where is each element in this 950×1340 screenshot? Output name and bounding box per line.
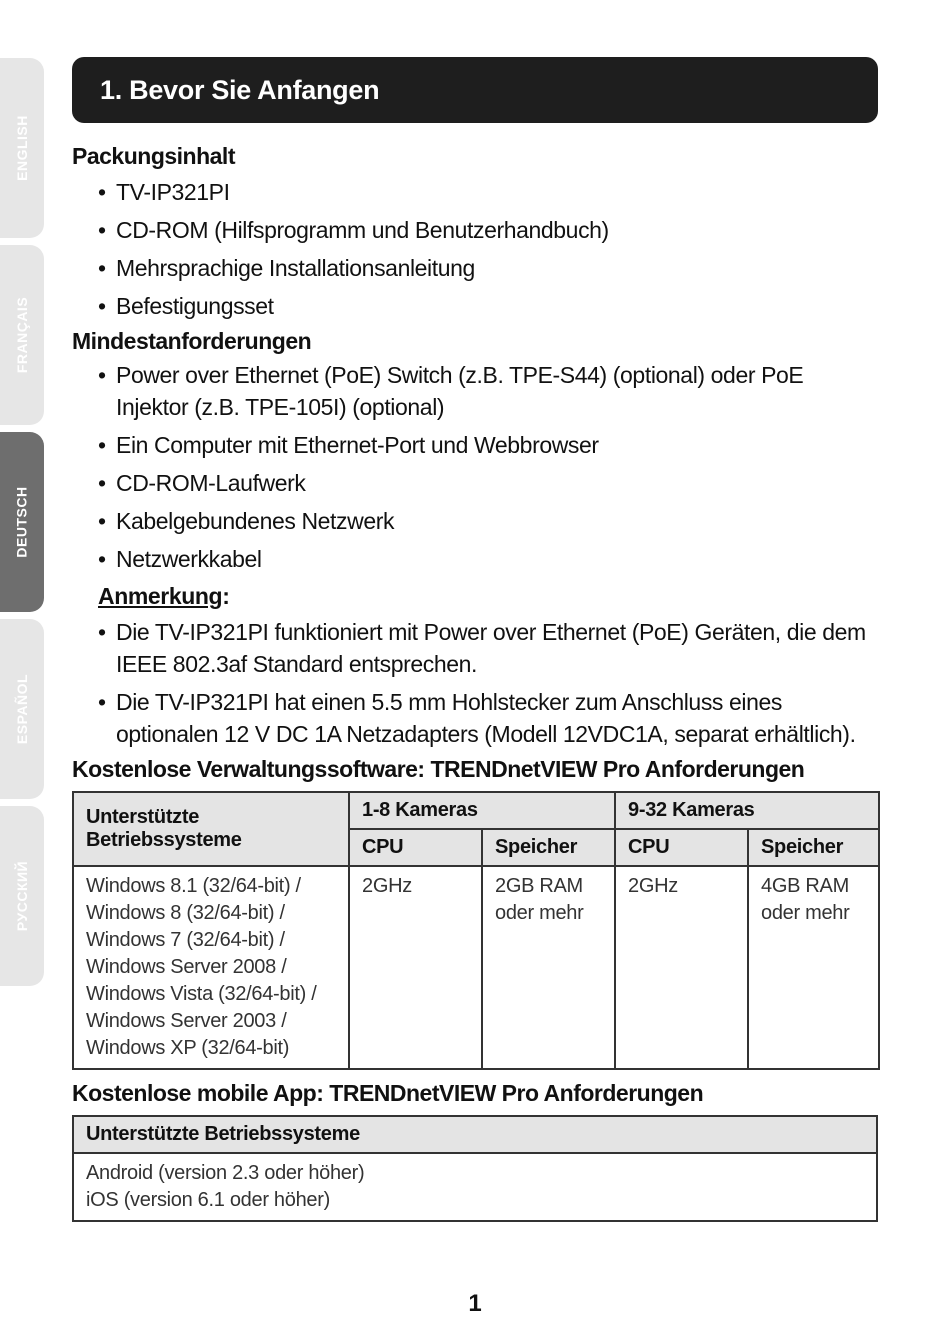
lang-tab-label: FRANÇAIS: [14, 296, 30, 374]
os-entry: Windows Server 2003 /: [86, 1010, 287, 1032]
cpu-header: CPU: [615, 829, 748, 866]
package-list: [72, 176, 878, 322]
package-heading: Packungsinhalt: [72, 143, 235, 169]
memory-header: Speicher: [748, 829, 879, 866]
lang-tab-label: DEUTSCH: [14, 486, 31, 558]
list-item: • Befestigungsset: [72, 290, 878, 322]
list-item: • Kabelgebundenes Netzwerk: [72, 505, 878, 537]
col-os-header: Unterstützte Betriebssysteme: [73, 1116, 877, 1153]
table-row: [73, 866, 879, 1069]
mobile-requirements-table: [72, 1115, 878, 1222]
list-item: • Power over Ethernet (PoE) Switch (z.B. TPE-S44) (optional) oder PoE Injektor (z.B. TPE-105I) (optional): [72, 359, 878, 423]
list-item: • Netzwerkkabel: [72, 543, 878, 575]
list-item: • Die TV-IP321PI funktioniert mit Power over Ethernet (PoE) Geräten, die dem IEEE 802.3af Standard entsprechen.: [72, 616, 878, 680]
os-entry: Windows XP (32/64-bit): [86, 1037, 290, 1059]
lang-tab-label: ESPAÑOL: [14, 673, 31, 745]
software-heading: Kostenlose Verwaltungssoftware: TRENDnetVIEW Pro Anforderungen: [72, 756, 805, 782]
lang-tab-francais[interactable]: [0, 245, 44, 425]
memory-cell: [748, 866, 879, 1069]
os-entry: Android (version 2.3 oder höher): [86, 1162, 365, 1184]
os-entry: iOS (version 6.1 oder höher): [86, 1189, 330, 1211]
lang-tab-label: ENGLISH: [14, 115, 31, 181]
memory-cell: [482, 866, 615, 1069]
cpu-header: CPU: [349, 829, 482, 866]
os-list-cell: [73, 866, 349, 1069]
list-item: • CD-ROM-Laufwerk: [72, 467, 878, 499]
memory-line: oder mehr: [495, 902, 584, 924]
list-item: • TV-IP321PI: [72, 176, 878, 208]
group-header-9-32: 9-32 Kameras: [615, 792, 879, 829]
lang-tab-deutsch[interactable]: [0, 432, 44, 612]
os-entry: Windows 8 (32/64-bit) /: [86, 902, 285, 924]
note-title-text: Anmerkung: [98, 583, 223, 609]
software-requirements-table: [72, 791, 880, 1070]
requirements-list: [72, 359, 878, 575]
col-os-header: Unterstützte Betriebssysteme: [73, 792, 349, 866]
list-item: • Ein Computer mit Ethernet-Port und Webbrowser: [72, 429, 878, 461]
list-item: • CD-ROM (Hilfsprogramm und Benutzerhandbuch): [72, 214, 878, 246]
table-row: [73, 1153, 877, 1221]
os-entry: Windows Vista (32/64-bit) /: [86, 983, 317, 1005]
list-item: • Die TV-IP321PI hat einen 5.5 mm Hohlstecker zum Anschluss eines optionalen 12 V DC 1A Netzadapters (Modell 12VDC1A, separat erhältlich).: [72, 686, 878, 750]
os-entry: Windows Server 2008 /: [86, 956, 287, 978]
cpu-cell: 2GHz: [615, 866, 748, 1069]
mobile-heading: Kostenlose mobile App: TRENDnetVIEW Pro Anforderungen: [72, 1080, 704, 1106]
lang-tab-russian[interactable]: [0, 806, 44, 986]
lang-tab-english[interactable]: [0, 58, 44, 238]
group-header-1-8: 1-8 Kameras: [349, 792, 615, 829]
mobile-os-cell: [73, 1153, 877, 1221]
lang-tab-label: РУССКИЙ: [14, 860, 31, 932]
page-title: 1. Bevor Sie Anfangen: [100, 74, 380, 105]
note-colon: :: [222, 583, 230, 609]
memory-line: 4GB RAM: [761, 875, 849, 897]
section-header: [72, 57, 878, 123]
note-list: [72, 616, 878, 750]
list-item: • Mehrsprachige Installationsanleitung: [72, 252, 878, 284]
os-entry: Windows 8.1 (32/64-bit) /: [86, 875, 301, 897]
memory-line: oder mehr: [761, 902, 850, 924]
memory-header: Speicher: [482, 829, 615, 866]
note-title: [98, 583, 878, 610]
os-entry: Windows 7 (32/64-bit) /: [86, 929, 285, 951]
memory-line: 2GB RAM: [495, 875, 583, 897]
lang-tab-espanol[interactable]: [0, 619, 44, 799]
page-content: [72, 57, 878, 1222]
requirements-heading: Mindestanforderungen: [72, 328, 312, 354]
page-number: 1: [468, 1290, 482, 1317]
cpu-cell: 2GHz: [349, 866, 482, 1069]
